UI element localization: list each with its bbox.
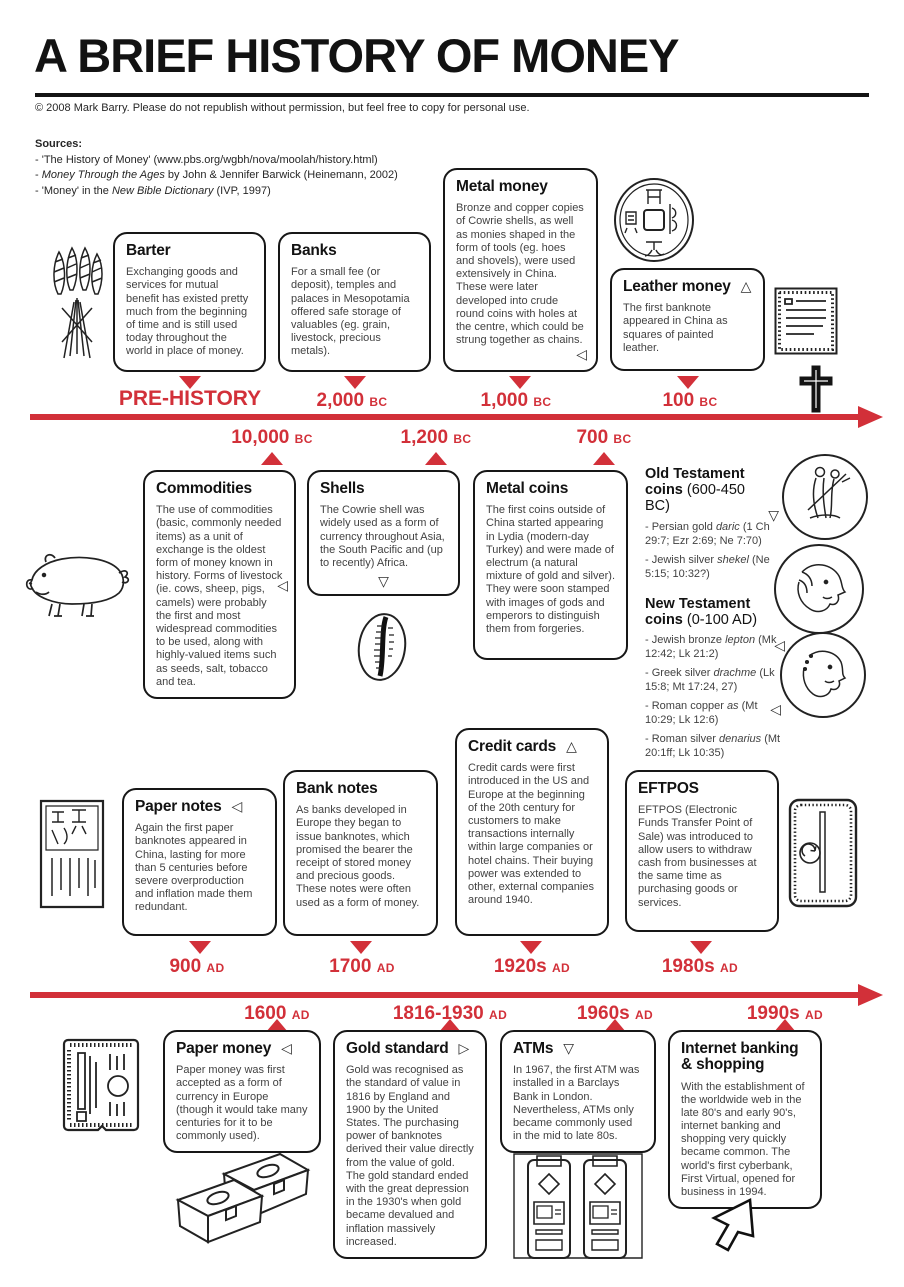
wheat-sheaf-icon bbox=[40, 238, 114, 362]
event-box-commodities bbox=[143, 470, 296, 699]
timeline2-label-1920sad: 1920s AD bbox=[493, 956, 571, 977]
timeline2-arrowhead bbox=[858, 984, 883, 1006]
event-title: Metal money bbox=[456, 178, 548, 195]
event-box-shells bbox=[307, 470, 460, 596]
event-body: Gold was recognised as the standard of value in 1816 by England and 1900 by the United States. The purchasing power of banknotes derived their value directly from the value of gold. The gold standard ended with the great depression in the 1930's when gold became devalued and inflation massively increased. bbox=[346, 1064, 474, 1248]
timeline2-label-1700ad: 1700 AD bbox=[329, 956, 395, 977]
event-title: Gold standard ▷ bbox=[346, 1040, 470, 1057]
pointer-triangle: △ bbox=[740, 279, 752, 295]
event-box-metal-money bbox=[443, 168, 598, 372]
event-box-metal-coins bbox=[473, 470, 628, 660]
event-title: Leather money △ bbox=[623, 278, 752, 295]
chinese-coin-icon bbox=[612, 176, 696, 264]
event-box-gold-standard bbox=[333, 1030, 487, 1259]
coin-list-item: - Jewish silver shekel (Ne 5:15; 10:32?) bbox=[645, 553, 770, 580]
page-title: A BRIEF HISTORY OF MONEY bbox=[34, 29, 679, 82]
timeline-pointer-up bbox=[261, 452, 283, 465]
timeline1-label-10000bc: 10,000 BC bbox=[231, 427, 313, 448]
timeline-pointer-down bbox=[350, 941, 372, 954]
pointer-triangle: △ bbox=[566, 739, 577, 755]
new-testament-heading: New Testament coins (0-100 AD) bbox=[645, 595, 758, 628]
event-body: Again the first paper banknotes appeared in China, lasting for more than 5 centuries before severe overproduction and inflation made them redundant. bbox=[135, 822, 253, 914]
chinese-banknote-icon bbox=[38, 798, 106, 910]
pointer-triangle: ◁ bbox=[231, 799, 243, 815]
timeline2-label-1980sad: 1980s AD bbox=[661, 956, 739, 977]
event-title: Paper money ◁ bbox=[176, 1040, 292, 1057]
event-body: Credit cards were first introduced in the US and Europe at the beginning of the 20th century for customers to make transactions internally within large companies or hotel chains. Their buying power was extended to other, external companies around 1940. bbox=[468, 762, 594, 907]
event-box-banks bbox=[278, 232, 431, 372]
event-box-leather-money bbox=[610, 268, 765, 371]
coin-list-item: - Persian gold daric (1 Ch 29:7; Ezr 2:69; Ne 7:70) bbox=[645, 520, 770, 547]
pointer-triangle: ▷ bbox=[458, 1041, 470, 1057]
old-testament-heading: Old Testament coins (600-450 BC) bbox=[645, 466, 745, 515]
event-title: Metal coins bbox=[486, 480, 569, 497]
event-title: Banks bbox=[291, 242, 337, 259]
coin-list-item: - Jewish bronze lepton (Mk 12:42; Lk 21:2) bbox=[645, 634, 777, 661]
event-title: Credit cards △ bbox=[468, 738, 577, 755]
christian-cross-icon bbox=[798, 364, 834, 414]
testament-coins-column bbox=[645, 466, 787, 766]
pointer-triangle: ▽ bbox=[563, 1041, 574, 1057]
event-body: EFTPOS (Electronic Funds Transfer Point of Sale) was introduced to allow users to withdraw cash from businesses at the same time as purchasing goods or services. bbox=[638, 804, 757, 909]
timeline-pointer-down bbox=[344, 376, 366, 389]
event-box-paper-notes bbox=[122, 788, 277, 936]
timeline-pointer-down bbox=[189, 941, 211, 954]
timeline-pointer-down bbox=[509, 376, 531, 389]
timeline1-label-1200bc: 1,200 BC bbox=[400, 427, 472, 448]
timeline1-label-700bc: 700 BC bbox=[576, 427, 632, 448]
event-body: Bronze and copper copies of Cowrie shells, as well as monies shaped in the form of tools (eg. hoes and shovels), were used extensively in China. These were later developed into crude round coins with holes at the centre, which could be strung together as chains. bbox=[456, 202, 584, 347]
source-line: - 'The History of Money' (www.pbs.org/wgbh/nova/moolah/history.html) bbox=[35, 153, 378, 166]
source-line: - Money Through the Ages by John & Jennifer Barwick (Heinemann, 2002) bbox=[35, 169, 398, 182]
event-body: Paper money was first accepted as a form of currency in Europe (though it would take many centuries for it to be commonly used). bbox=[176, 1064, 308, 1143]
timeline-pointer-up bbox=[425, 452, 447, 465]
ancient-coin-head-icon bbox=[772, 542, 866, 636]
event-body: Exchanging goods and services for mutual benefit has existed pretty much from the beginning of time and is still used today throughout the world in place of money. bbox=[126, 266, 249, 358]
atm-machines-icon bbox=[512, 1152, 644, 1262]
sources-heading: Sources: bbox=[35, 138, 83, 150]
timeline1-arrowhead bbox=[858, 406, 883, 428]
timeline-pointer-down bbox=[690, 941, 712, 954]
source-line: - 'Money' in the New Bible Dictionary (IVP, 1997) bbox=[35, 184, 271, 197]
coin-list-item: - Roman silver denarius (Mt 20:1ff; Lk 10:35) bbox=[645, 732, 781, 759]
pig-icon bbox=[20, 546, 134, 620]
event-title: ATMs ▽ bbox=[513, 1040, 574, 1057]
pointer-triangle: ◁ bbox=[277, 578, 288, 594]
timeline-pointer-up bbox=[593, 452, 615, 465]
timeline2-label-1990sad: 1990s AD bbox=[746, 1003, 824, 1024]
event-body: The Cowrie shell was widely used as a form of currency throughout Asia, the South Pacific and (up to recently) Africa. bbox=[320, 504, 445, 570]
event-box-credit-cards bbox=[455, 728, 609, 936]
event-box-paper-money bbox=[163, 1030, 321, 1153]
timeline2-label-900ad: 900 AD bbox=[169, 956, 225, 977]
event-box-atms bbox=[500, 1030, 656, 1153]
timeline2-label-1600ad: 1600 AD bbox=[244, 1003, 310, 1024]
eftpos-card-icon bbox=[786, 796, 860, 910]
gold-bars-icon bbox=[166, 1138, 318, 1260]
event-box-eftpos bbox=[625, 770, 779, 932]
event-box-barter bbox=[113, 232, 266, 372]
event-body: The first banknote appeared in China as squares of painted leather. bbox=[623, 302, 728, 354]
coin-list-item: - Greek silver drachme (Lk 15:8; Mt 17:24, 27) bbox=[645, 666, 775, 693]
timeline-pointer-down bbox=[520, 941, 542, 954]
timeline2-label-1960sad: 1960s AD bbox=[576, 1003, 654, 1024]
pointer-triangle: ◁ bbox=[281, 1041, 292, 1057]
timeline1-label-2000bc: 2,000 BC bbox=[316, 390, 388, 411]
event-title: EFTPOS bbox=[638, 780, 699, 797]
timeline2-label-1816-1930ad: 1816-1930 AD bbox=[392, 1003, 508, 1024]
mouse-cursor-icon bbox=[698, 1192, 758, 1256]
event-title: Shells bbox=[320, 480, 365, 497]
event-box-bank-notes bbox=[283, 770, 438, 936]
event-body: In 1967, the first ATM was installed in a Barclays Bank in London. Nevertheless, ATMs only became commonly used in the mid to late 80s. bbox=[513, 1064, 640, 1143]
copyright-line: © 2008 Mark Barry. Please do not republish without permission, but feel free to copy for personal use. bbox=[35, 102, 530, 114]
timeline1-label-1000bc: 1,000 BC bbox=[480, 390, 552, 411]
leather-square-icon bbox=[773, 286, 839, 356]
ancient-coin-emperor-icon bbox=[778, 630, 868, 720]
event-title: Paper notes ◁ bbox=[135, 798, 243, 815]
sources-block bbox=[35, 137, 398, 199]
event-box-internet-banking bbox=[668, 1030, 822, 1209]
event-body: As banks developed in Europe they began to issue banknotes, which promised the bearer the receipt of stored money and precious goods. These notes were often used as a form of money. bbox=[296, 804, 420, 909]
event-body: The use of commodities (basic, commonly needed items) as a unit of exchange is the oldest form of money known in history. Forms of livestock (ie. cows, sheep, pigs, camels) were probably the first and most widespread commodities to be used, along with highly-valued items such as seeds, salt, tobacco and tea. bbox=[156, 504, 283, 688]
pointer-triangle: ◁ bbox=[770, 702, 781, 718]
timeline-pointer-down bbox=[677, 376, 699, 389]
event-title: Barter bbox=[126, 242, 171, 259]
title-rule bbox=[35, 93, 869, 97]
ancient-coin-figures-icon bbox=[780, 452, 870, 542]
timeline1-label-100bc: 100 BC bbox=[662, 390, 718, 411]
coin-list-item: - Roman copper as (Mt 10:29; Lk 12:6) bbox=[645, 699, 758, 726]
event-body: The first coins outside of China started appearing in Lydia (modern-day Turkey) and were made of electrum (a natural mixture of gold and silver). They were soon stamped with images of gods and emperors to distinguish them from forgeries. bbox=[486, 504, 615, 635]
event-title: Internet banking & shopping bbox=[681, 1040, 799, 1074]
timeline1-bar bbox=[30, 414, 862, 420]
pointer-triangle: ◁ bbox=[774, 638, 785, 654]
event-title: Commodities bbox=[156, 480, 252, 497]
pointer-triangle: ▽ bbox=[768, 508, 779, 524]
pointer-triangle: ▽ bbox=[378, 574, 389, 590]
event-body: With the establishment of the worldwide web in the late 80's and early 90's, internet banking and shopping very quickly became common. The world's first cyberbank, First Virtual, opened for business in 1994. bbox=[681, 1080, 805, 1199]
timeline2-bar bbox=[30, 992, 862, 998]
event-body: For a small fee (or deposit), temples and palaces in Mesopotamia offered safe storage of valuables (eg. grain, livestock, precious metals). bbox=[291, 266, 410, 358]
timeline1-label-prehistory: PRE-HISTORY bbox=[118, 387, 262, 410]
cowrie-shell-icon bbox=[352, 608, 412, 686]
pointer-triangle: ◁ bbox=[576, 347, 587, 363]
microchip-card-icon bbox=[60, 1036, 142, 1134]
event-title: Bank notes bbox=[296, 780, 378, 797]
